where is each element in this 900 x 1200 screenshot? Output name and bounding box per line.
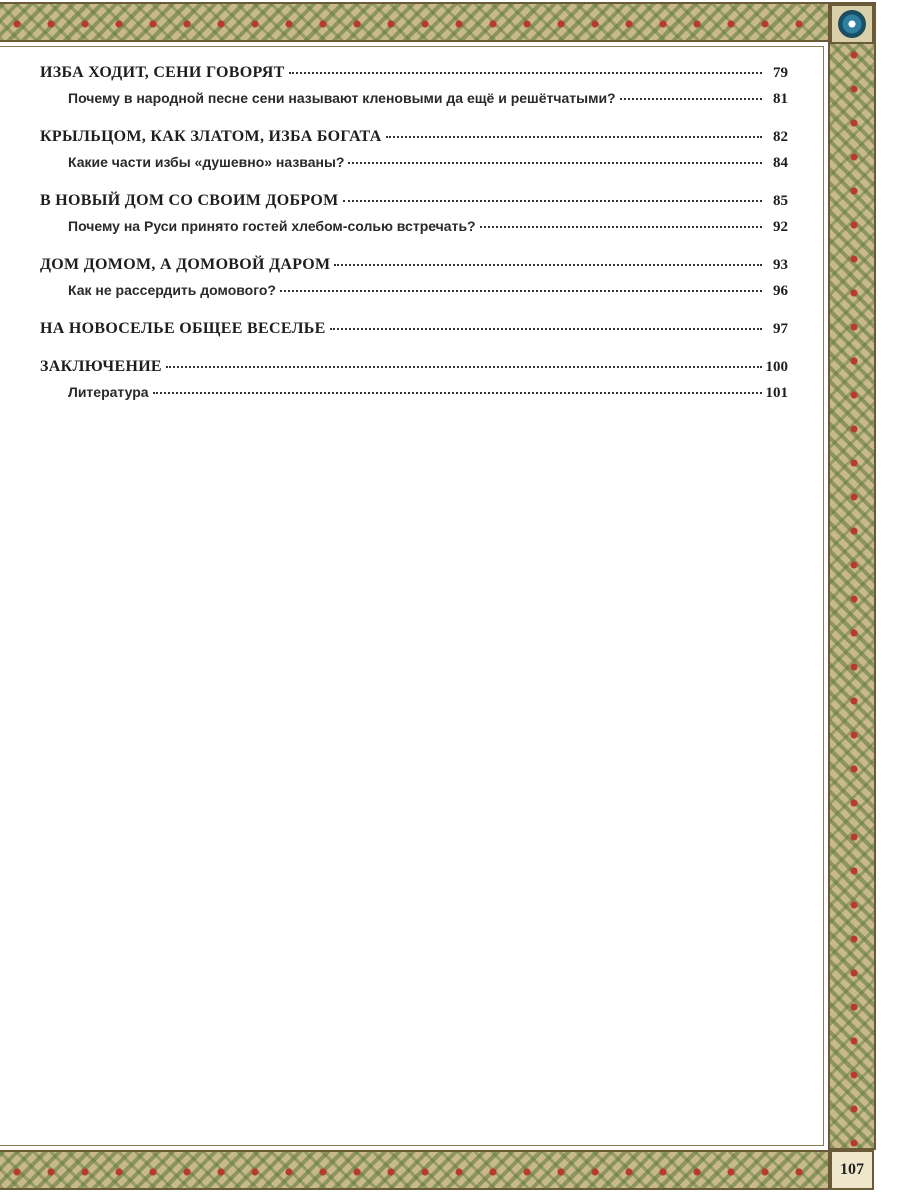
dot-leader [289,72,762,74]
dot-leader [343,200,762,202]
section-title: Почему на Руси принято гостей хлебом-солью встречать? [68,218,476,234]
toc-section-entry [40,90,788,116]
chapter-title: НА НОВОСЕЛЬЕ ОБЩЕЕ ВЕСЕЛЬЕ [40,320,326,337]
toc-chapter-entry [40,128,788,154]
toc-page-number: 101 [765,385,788,401]
toc-group [40,320,788,346]
toc-group [40,358,788,410]
dot-leader [480,226,762,228]
dot-leader [153,392,762,394]
toc-section-entry [40,154,788,180]
section-title: Какие части избы «душевно» названы? [68,154,345,170]
dot-leader [386,136,762,138]
toc-page-number: 100 [765,359,788,375]
chapter-title: ДОМ ДОМОМ, А ДОМОВОЙ ДАРОМ [40,256,331,273]
chapter-title: В НОВЫЙ ДОМ СО СВОИМ ДОБРОМ [40,192,339,209]
toc-chapter-entry [40,358,788,384]
chapter-title: ЗАКЛЮЧЕНИЕ [40,358,162,375]
toc-section-entry [40,384,788,410]
page-number: 107 [830,1150,874,1190]
ornamental-border-right [828,2,876,1150]
toc-page-number: 85 [773,193,788,209]
section-title: Как не рассердить домового? [68,282,276,298]
dot-leader [348,162,762,164]
toc-page-number: 97 [773,321,788,337]
table-of-contents [40,64,788,422]
toc-section-entry [40,282,788,308]
dot-leader [330,328,762,330]
toc-chapter-entry [40,192,788,218]
chapter-title: КРЫЛЬЦОМ, КАК ЗЛАТОМ, ИЗБА БОГАТА [40,128,382,145]
medallion-disc [838,10,866,38]
dot-leader [166,366,762,368]
toc-group [40,256,788,308]
toc-chapter-entry [40,256,788,282]
toc-group [40,64,788,116]
toc-page-number: 79 [773,65,788,81]
chapter-title: ИЗБА ХОДИТ, СЕНИ ГОВОРЯТ [40,64,285,81]
toc-page-number: 82 [773,129,788,145]
ornament-medallion-icon [830,4,874,44]
toc-page-number: 92 [773,219,788,235]
ornamental-border-top [0,2,830,42]
dot-leader [620,98,762,100]
toc-page-number: 84 [773,155,788,171]
toc-chapter-entry [40,64,788,90]
toc-page-number: 96 [773,283,788,299]
section-title: Литература [68,384,149,400]
toc-group [40,128,788,180]
toc-page-number: 81 [773,91,788,107]
dot-leader [334,264,762,266]
ornamental-border-bottom [0,1150,830,1190]
dot-leader [280,290,762,292]
section-title: Почему в народной песне сени называют кленовыми да ещё и решётчатыми? [68,90,616,106]
toc-page-number: 93 [773,257,788,273]
toc-group [40,192,788,244]
toc-section-entry [40,218,788,244]
toc-chapter-entry [40,320,788,346]
